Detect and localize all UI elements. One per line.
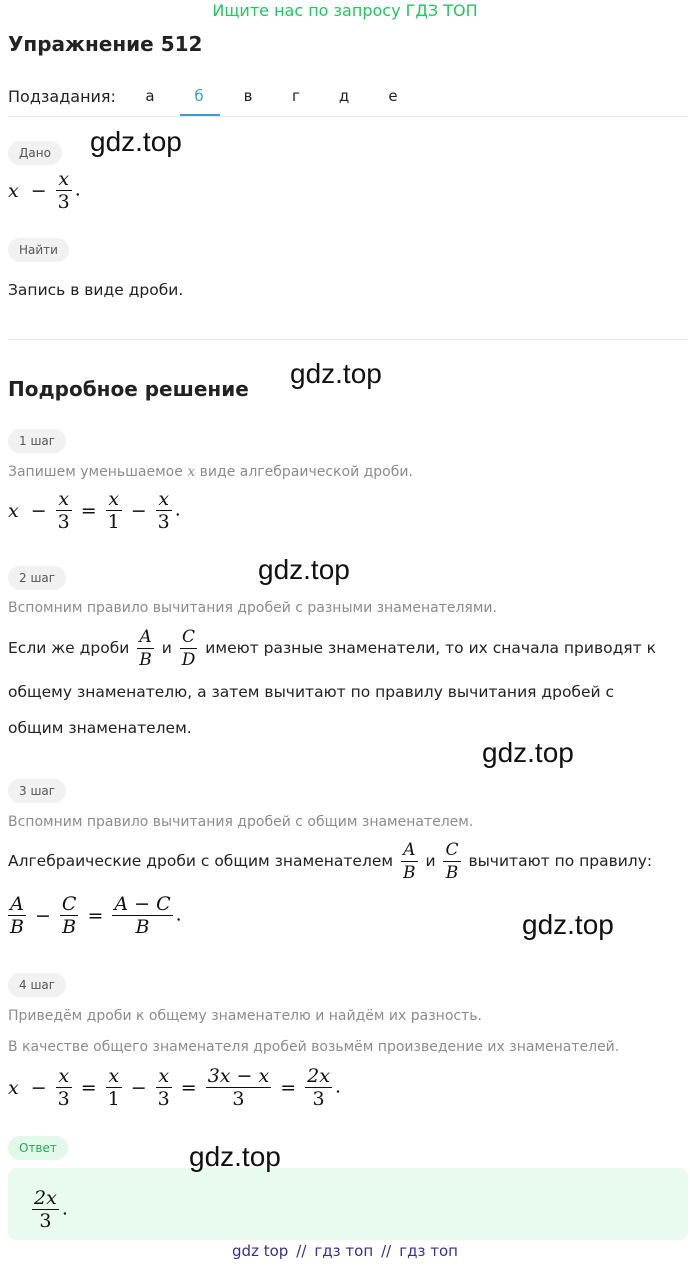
fraction-denominator: 3 bbox=[157, 1088, 170, 1110]
fraction bbox=[56, 1065, 72, 1110]
page-title: Упражнение 512 bbox=[8, 32, 203, 56]
fraction-denominator: 3 bbox=[312, 1088, 325, 1110]
answer-box bbox=[8, 1168, 688, 1240]
math-dot: . bbox=[74, 178, 81, 201]
fraction bbox=[156, 1065, 172, 1110]
footer-separator: // bbox=[381, 1242, 392, 1260]
fraction-numerator: 3x − x bbox=[207, 1065, 270, 1087]
watermark: gdz.top bbox=[90, 126, 182, 157]
step4-note: В качестве общего знаменателя дробей возьмём произведение их знаменателей. bbox=[8, 1039, 620, 1055]
fraction-numerator: 2x bbox=[307, 1065, 330, 1087]
fraction-denominator: D bbox=[181, 650, 196, 670]
step1-note bbox=[8, 464, 413, 480]
math-var: x bbox=[8, 499, 19, 522]
step2-paragraph bbox=[8, 626, 688, 671]
fraction-denominator: 3 bbox=[39, 1210, 52, 1232]
promo-banner[interactable]: Ищите нас по запросу ГДЗ ТОП bbox=[212, 1, 478, 20]
step2-line: общему знаменателю, а затем вычитают по правилу вычитания дробей с bbox=[8, 683, 615, 701]
math-op: = bbox=[87, 904, 104, 927]
math-var: x bbox=[8, 179, 19, 202]
fraction bbox=[443, 839, 460, 884]
fraction bbox=[156, 488, 172, 533]
step3-paragraph bbox=[8, 839, 688, 884]
math-dot: . bbox=[61, 1197, 68, 1220]
fraction-denominator: B bbox=[403, 863, 416, 883]
fraction-denominator: 1 bbox=[107, 1088, 120, 1110]
fraction-numerator: x bbox=[56, 488, 72, 511]
step3-badge: 3 шаг bbox=[8, 779, 66, 803]
tab-a[interactable]: а bbox=[145, 87, 155, 105]
math-op: − bbox=[30, 179, 47, 202]
fraction bbox=[60, 893, 79, 938]
step2-line: общим знаменателем. bbox=[8, 719, 192, 737]
answer-expression bbox=[32, 1187, 68, 1232]
step3-text: и bbox=[425, 852, 436, 870]
fraction-denominator: B bbox=[135, 916, 150, 938]
step2-text: Если же дроби bbox=[8, 639, 130, 657]
fraction-numerator: x bbox=[56, 168, 72, 191]
fraction bbox=[32, 1187, 59, 1232]
watermark: gdz.top bbox=[522, 909, 614, 940]
fraction-denominator: 3 bbox=[57, 511, 70, 533]
fraction-denominator: 3 bbox=[232, 1088, 245, 1110]
fraction-numerator: x bbox=[156, 1065, 172, 1088]
find-text: Запись в виде дроби. bbox=[8, 281, 184, 299]
math-op: − bbox=[30, 1076, 47, 1099]
fraction-numerator: A bbox=[401, 839, 418, 862]
step2-note: Вспомним правило вычитания дробей с разными знаменателями. bbox=[8, 600, 497, 616]
find-badge: Найти bbox=[8, 238, 69, 262]
tab-v[interactable]: в bbox=[243, 87, 253, 105]
watermark: gdz.top bbox=[189, 1141, 281, 1172]
tabs-divider bbox=[8, 116, 688, 117]
solution-heading: Подробное решение bbox=[8, 377, 249, 401]
step1-badge: 1 шаг bbox=[8, 429, 66, 453]
footer-separator: // bbox=[296, 1242, 307, 1260]
given-expression bbox=[8, 168, 81, 213]
fraction bbox=[56, 168, 72, 213]
math-dot: . bbox=[175, 903, 182, 926]
math-op: − bbox=[130, 499, 147, 522]
fraction bbox=[106, 488, 122, 533]
step2-text: имеют разные знаменатели, то их сначала приводят к bbox=[205, 639, 656, 657]
fraction-denominator: 3 bbox=[57, 191, 70, 213]
math-op: = bbox=[80, 1076, 97, 1099]
footer-link[interactable]: гдз топ bbox=[314, 1242, 374, 1260]
fraction-numerator: x bbox=[56, 1065, 72, 1088]
fraction-denominator: B bbox=[10, 916, 24, 938]
math-op: = bbox=[180, 1076, 197, 1099]
fraction-denominator: B bbox=[62, 916, 77, 938]
section-divider bbox=[8, 339, 688, 340]
subtasks-label: Подзадания: bbox=[8, 87, 116, 106]
fraction-numerator: A bbox=[8, 893, 26, 916]
watermark: gdz.top bbox=[290, 358, 382, 389]
step2-badge: 2 шаг bbox=[8, 566, 66, 590]
fraction bbox=[8, 893, 26, 938]
step2-text: и bbox=[161, 639, 172, 657]
math-op: − bbox=[34, 904, 51, 927]
fraction-numerator: C bbox=[61, 893, 77, 915]
fraction-denominator: 1 bbox=[107, 511, 120, 533]
watermark: gdz.top bbox=[482, 737, 574, 768]
fraction bbox=[137, 626, 154, 671]
fraction bbox=[56, 488, 72, 533]
fraction-numerator: C bbox=[445, 840, 459, 860]
fraction-denominator: B bbox=[445, 863, 459, 883]
tab-e[interactable]: е bbox=[388, 87, 398, 105]
fraction-numerator: 2x bbox=[34, 1187, 57, 1209]
footer-link[interactable]: gdz top bbox=[232, 1242, 289, 1260]
step3-equation bbox=[8, 893, 182, 938]
active-tab-indicator bbox=[180, 114, 220, 116]
fraction-denominator: 3 bbox=[57, 1088, 70, 1110]
tab-d[interactable]: д bbox=[338, 87, 350, 105]
answer-badge: Ответ bbox=[8, 1136, 68, 1160]
tab-b[interactable]: б bbox=[194, 87, 204, 105]
step3-text: вычитают по правилу: bbox=[468, 852, 653, 870]
fraction bbox=[206, 1065, 272, 1110]
math-var: x bbox=[8, 1076, 19, 1099]
step3-note: Вспомним правило вычитания дробей с общим знаменателем. bbox=[8, 814, 474, 830]
step1-note-var: x bbox=[187, 464, 196, 480]
math-op: = bbox=[280, 1076, 297, 1099]
watermark: gdz.top bbox=[258, 554, 350, 585]
math-op: = bbox=[80, 499, 97, 522]
fraction-numerator: A bbox=[137, 626, 154, 649]
step4-equation bbox=[8, 1065, 341, 1110]
footer-links bbox=[0, 1240, 690, 1262]
step4-badge: 4 шаг bbox=[8, 973, 66, 997]
step1-equation bbox=[8, 488, 181, 533]
math-op: − bbox=[130, 1076, 147, 1099]
fraction bbox=[180, 626, 198, 671]
step4-note: Приведём дроби к общему знаменателю и найдём их разность. bbox=[8, 1008, 482, 1024]
fraction bbox=[106, 1065, 122, 1110]
fraction-numerator: x bbox=[106, 488, 122, 511]
fraction-numerator: x bbox=[106, 1065, 122, 1088]
step3-text: Алгебраические дроби с общим знаменателем bbox=[8, 852, 394, 870]
fraction-denominator: 3 bbox=[157, 511, 170, 533]
fraction-numerator: A − C bbox=[114, 893, 171, 915]
step1-note-text: Запишем уменьшаемое bbox=[8, 464, 183, 480]
fraction-denominator: B bbox=[139, 650, 152, 670]
given-badge: Дано bbox=[8, 141, 62, 165]
math-dot: . bbox=[174, 498, 181, 521]
tab-g[interactable]: г bbox=[292, 87, 300, 105]
fraction bbox=[401, 839, 418, 884]
step1-note-text: виде алгебраической дроби. bbox=[199, 464, 413, 480]
footer-link[interactable]: гдз топ bbox=[399, 1242, 458, 1260]
math-op: − bbox=[30, 499, 47, 522]
fraction-numerator: C bbox=[180, 626, 198, 649]
fraction bbox=[305, 1065, 332, 1110]
math-dot: . bbox=[334, 1075, 341, 1098]
fraction bbox=[112, 893, 172, 938]
fraction-numerator: x bbox=[156, 488, 172, 511]
